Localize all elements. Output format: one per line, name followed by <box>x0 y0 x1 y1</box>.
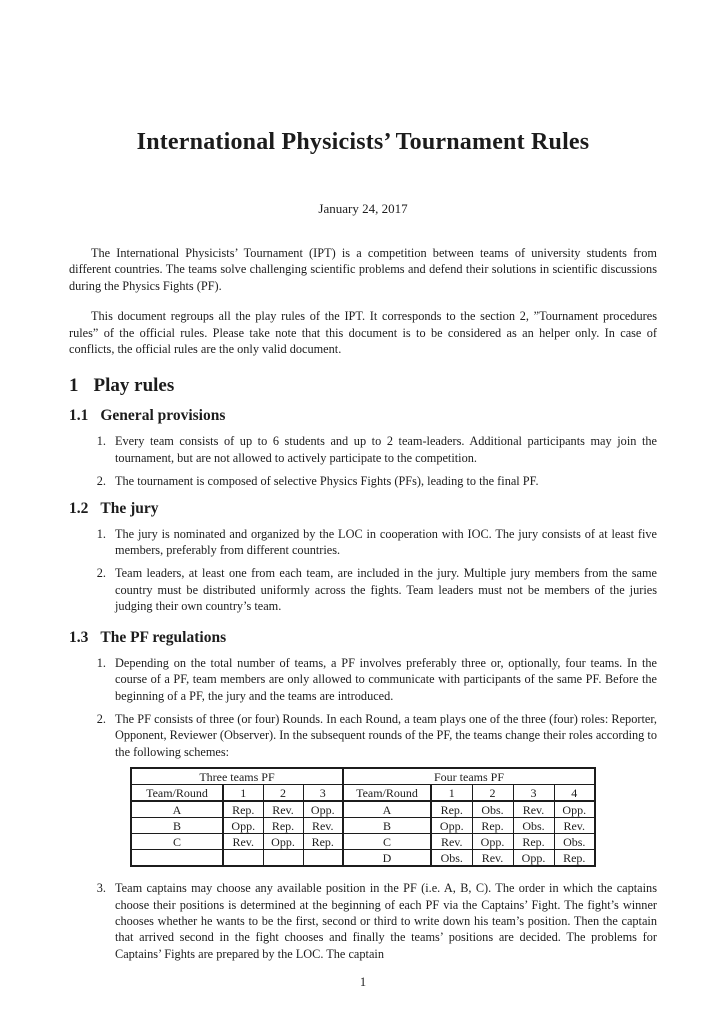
table-row <box>131 801 595 818</box>
header-cell: Team/Round <box>343 785 431 802</box>
item-number: 1. <box>96 526 106 541</box>
data-cell: Rep. <box>513 834 554 850</box>
item-number: 2. <box>96 711 106 726</box>
item-text: Every team consists of up to 6 students and up to 2 team-leaders. Additional participants may join the tournament, but are not allowed to actively participate to the competition. <box>115 434 657 465</box>
data-cell: Rev. <box>513 801 554 818</box>
subsection-number: 1.3 <box>69 628 89 646</box>
list-item-general-provisions-2 <box>69 473 657 489</box>
data-cell: A <box>131 801 223 818</box>
intro-paragraph-2: This document regroups all the play rules of the IPT. It corresponds to the section 2, ”Tournament procedures rules” of the official rules. Please take note that this document is to be considered as an helper only. In case of conflicts, the official rules are the only valid document. <box>69 309 657 357</box>
list-item-general-provisions-1 <box>69 433 657 466</box>
subsection-heading-pf-regulations <box>69 629 657 647</box>
header-cell: 3 <box>303 785 343 802</box>
subsection-title: The jury <box>100 499 159 517</box>
data-cell: Rep. <box>303 834 343 850</box>
section-title: Play rules <box>93 375 175 397</box>
header-cell: Team/Round <box>131 785 223 802</box>
roles-table-wrapper <box>69 767 657 867</box>
data-cell: Rev. <box>472 850 513 867</box>
header-cell: 2 <box>263 785 303 802</box>
empty-cell <box>223 850 263 867</box>
list-item-pf-3 <box>69 880 657 962</box>
item-text: The PF consists of three (or four) Rounds. In each Round, a team plays one of the three (four) roles: Reporter, Opponent, Reviewer (Observer). In the subsequent rounds of the PF, the teams change their roles according to the following schemes: <box>115 711 657 759</box>
data-cell: Opp. <box>223 818 263 834</box>
data-cell: B <box>131 818 223 834</box>
page-number: 1 <box>359 975 367 990</box>
section-heading-play-rules <box>69 375 657 397</box>
data-cell: Obs. <box>431 850 472 867</box>
data-cell: Rev. <box>431 834 472 850</box>
list-item-pf-1 <box>69 655 657 704</box>
data-cell: Rep. <box>472 818 513 834</box>
data-cell: Obs. <box>554 834 595 850</box>
data-cell: Rep. <box>431 801 472 818</box>
item-number: 1. <box>96 655 106 670</box>
table-caption-three-teams: Three teams PF <box>131 768 343 785</box>
data-cell: Opp. <box>554 801 595 818</box>
data-cell: Rev. <box>303 818 343 834</box>
empty-cell <box>131 850 223 867</box>
list-item-jury-2 <box>69 565 657 614</box>
item-number: 2. <box>96 474 106 489</box>
item-text: The tournament is composed of selective Physics Fights (PFs), leading to the final PF. <box>115 474 539 489</box>
header-cell: 1 <box>223 785 263 802</box>
subsection-heading-the-jury <box>69 500 657 518</box>
section-number: 1 <box>69 375 79 397</box>
empty-cell <box>263 850 303 867</box>
table-row <box>131 818 595 834</box>
item-text: The jury is nominated and organized by the LOC in cooperation with IOC. The jury consists of at least five members, preferably from different countries. <box>115 526 657 558</box>
data-cell: Rep. <box>263 818 303 834</box>
data-cell: Obs. <box>513 818 554 834</box>
table-header-row <box>131 785 595 802</box>
item-text: Team leaders, at least one from each team, are included in the jury. Multiple jury members from the same country must be distributed uniformly across the fights. Team leaders must not be members of the juries judging their own country’s team. <box>115 566 657 614</box>
data-cell: Opp. <box>263 834 303 850</box>
data-cell: C <box>343 834 431 850</box>
table-row <box>131 834 595 850</box>
document-date: January 24, 2017 <box>318 201 408 216</box>
data-cell: Opp. <box>513 850 554 867</box>
data-cell: Rev. <box>263 801 303 818</box>
list-item-jury-1 <box>69 526 657 559</box>
data-cell: Rev. <box>223 834 263 850</box>
subsection-title: The PF regulations <box>100 628 227 646</box>
item-number: 1. <box>96 434 106 449</box>
data-cell: D <box>343 850 431 867</box>
document-content <box>69 0 657 990</box>
data-cell: Rep. <box>554 850 595 867</box>
data-cell: A <box>343 801 431 818</box>
item-number: 3. <box>96 881 106 896</box>
item-number: 2. <box>96 566 106 581</box>
subsection-number: 1.1 <box>69 407 89 425</box>
data-cell: Rev. <box>554 818 595 834</box>
data-cell: Opp. <box>472 834 513 850</box>
table-caption-row <box>131 768 595 785</box>
intro-paragraph-1: The International Physicists’ Tournament (IPT) is a competition between teams of university students from different countries. The teams solve challenging scientific problems and defend their solutions in scientific discussions during the Physics Fights (PF). <box>69 246 657 293</box>
table-row <box>131 850 595 867</box>
data-cell: B <box>343 818 431 834</box>
data-cell: Obs. <box>472 801 513 818</box>
roles-table <box>130 767 596 867</box>
empty-cell <box>303 850 343 867</box>
item-text: Team captains may choose any available position in the PF (i.e. A, B, C). The order in which the captains choose their positions is determined at the beginning of each PF via the Captains’ Fight. The fight’s winner chooses whether he wants to be the first, second or third to write down his team’s position. Then the captain that arrived second in the fight chooses and finally the teams’ positions are decided. The problems for Captains’ Fights are prepared by the LOC. The captain <box>115 881 657 961</box>
header-cell: 1 <box>431 785 472 802</box>
subsection-number: 1.2 <box>69 499 89 517</box>
data-cell: Opp. <box>303 801 343 818</box>
data-cell: Rep. <box>223 801 263 818</box>
item-text: Depending on the total number of teams, a PF involves preferably three or, optionally, four teams. In the course of a PF, team members are only allowed to communicate with participants of the same PF. Before the beginning of a PF, the jury and the teams are introduced. <box>115 655 657 703</box>
table-caption-four-teams: Four teams PF <box>343 768 595 785</box>
header-cell: 2 <box>472 785 513 802</box>
header-cell: 4 <box>554 785 595 802</box>
list-item-pf-2 <box>69 711 657 760</box>
document-title: International Physicists’ Tournament Rules <box>136 129 590 155</box>
data-cell: C <box>131 834 223 850</box>
data-cell: Opp. <box>431 818 472 834</box>
header-cell: 3 <box>513 785 554 802</box>
subsection-heading-general-provisions <box>69 407 657 425</box>
subsection-title: General provisions <box>100 407 226 425</box>
